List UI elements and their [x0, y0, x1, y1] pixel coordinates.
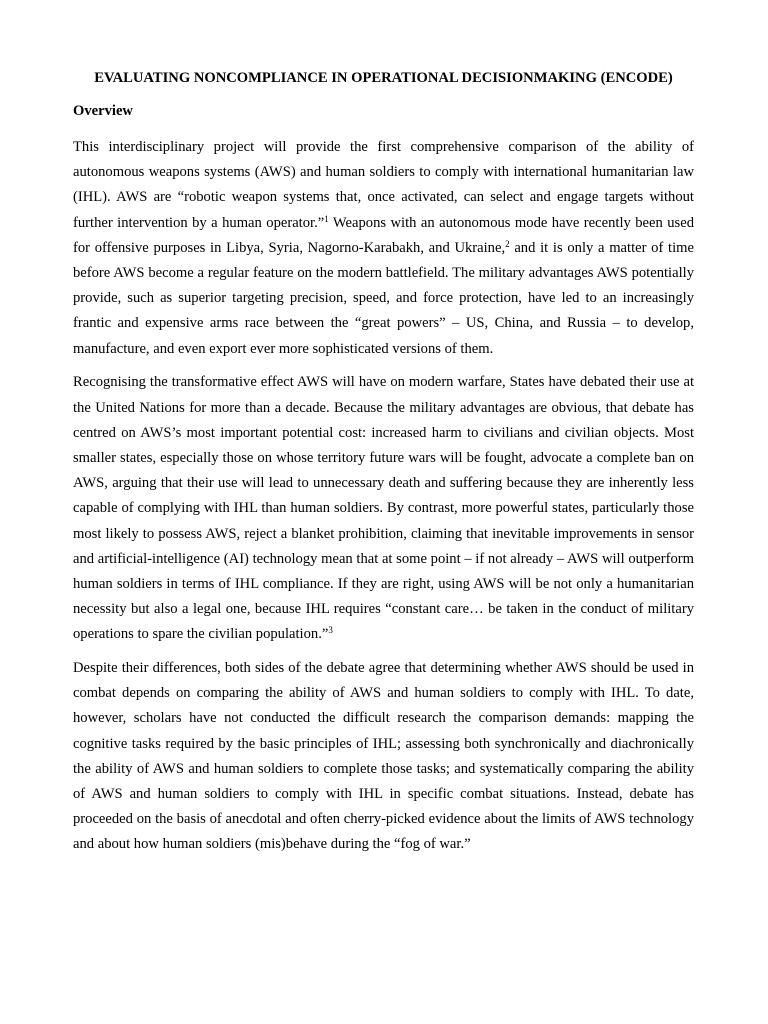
document-title: EVALUATING NONCOMPLIANCE IN OPERATIONAL DECISIONMAKING (ENCODE): [94, 70, 673, 86]
paragraph-2: [73, 370, 694, 647]
paragraph-1-text-c: and it is only a matter of time before AWS become a regular feature on the modern battlefield. The military advantages AWS potentially provide, such as superior targeting precision, speed, and force protection, have led to an increasingly frantic and expensive arms race between the “great powers” – US, China, and Russia – to develop, manufacture, and even export ever more sophisticated versions of them.: [73, 239, 694, 357]
paragraph-3: [73, 656, 694, 858]
paragraph-1-text-b: Weapons with an autonomous mode have recently been used for offensive purposes in Libya, Syria, Nagorno-Karabakh, and Ukraine,: [73, 214, 695, 256]
footnote-marker-1[interactable]: 1: [324, 213, 329, 224]
section-heading-overview: Overview: [73, 103, 133, 119]
paragraph-1: [73, 135, 694, 362]
footnote-marker-2[interactable]: 2: [505, 238, 510, 249]
paragraph-1-text-a: This interdisciplinary project will provide the first comprehensive comparison of the ability of autonomous weapons systems (AWS) and human soldiers to comply with international humanitarian law (IHL). AWS are “robotic weapon systems that, once activated, can select and engage targets without further intervention by a human operator.”: [73, 139, 694, 231]
document-page: [73, 68, 694, 858]
footnote-marker-3[interactable]: 3: [328, 625, 333, 636]
paragraph-2-text: Recognising the transformative effect AWS will have on modern warfare, States have debated their use at the United Nations for more than a decade. Because the military advantages are obvious, that debate has centred on AWS’s most important potential cost: increased harm to civilians and civilian objects. Most smaller states, especially those on whose territory future wars will be fought, advocate a complete ban on AWS, arguing that their use will lead to unnecessary death and suffering because they are inherently less capable of complying with IHL than human soldiers. By contrast, more powerful states, particularly those most likely to possess AWS, reject a blanket prohibition, claiming that inevitable improvements in sensor and artificial-intelligence (AI) technology mean that at some point – if not already – AWS will outperform human soldiers in terms of IHL compliance. If they are right, using AWS will be not only a humanitarian necessity but also a legal one, because IHL requires “constant care… be taken in the conduct of military operations to spare the civilian population.”: [73, 374, 694, 643]
paragraph-3-text: Despite their differences, both sides of the debate agree that determining whether AWS should be used in combat depends on comparing the ability of AWS and human soldiers to comply with IHL. To date, however, scholars have not conducted the difficult research the comparison demands: mapping the cognitive tasks required by the basic principles of IHL; assessing both synchronically and diachronically the ability of AWS and human soldiers to complete those tasks; and systematically comparing the ability of AWS and human soldiers to comply with IHL in specific combat situations. Instead, debate has proceeded on the basis of anecdotal and often cherry-picked evidence about the limits of AWS technology and about how human soldiers (mis)behave during the “fog of war.”: [73, 660, 694, 853]
